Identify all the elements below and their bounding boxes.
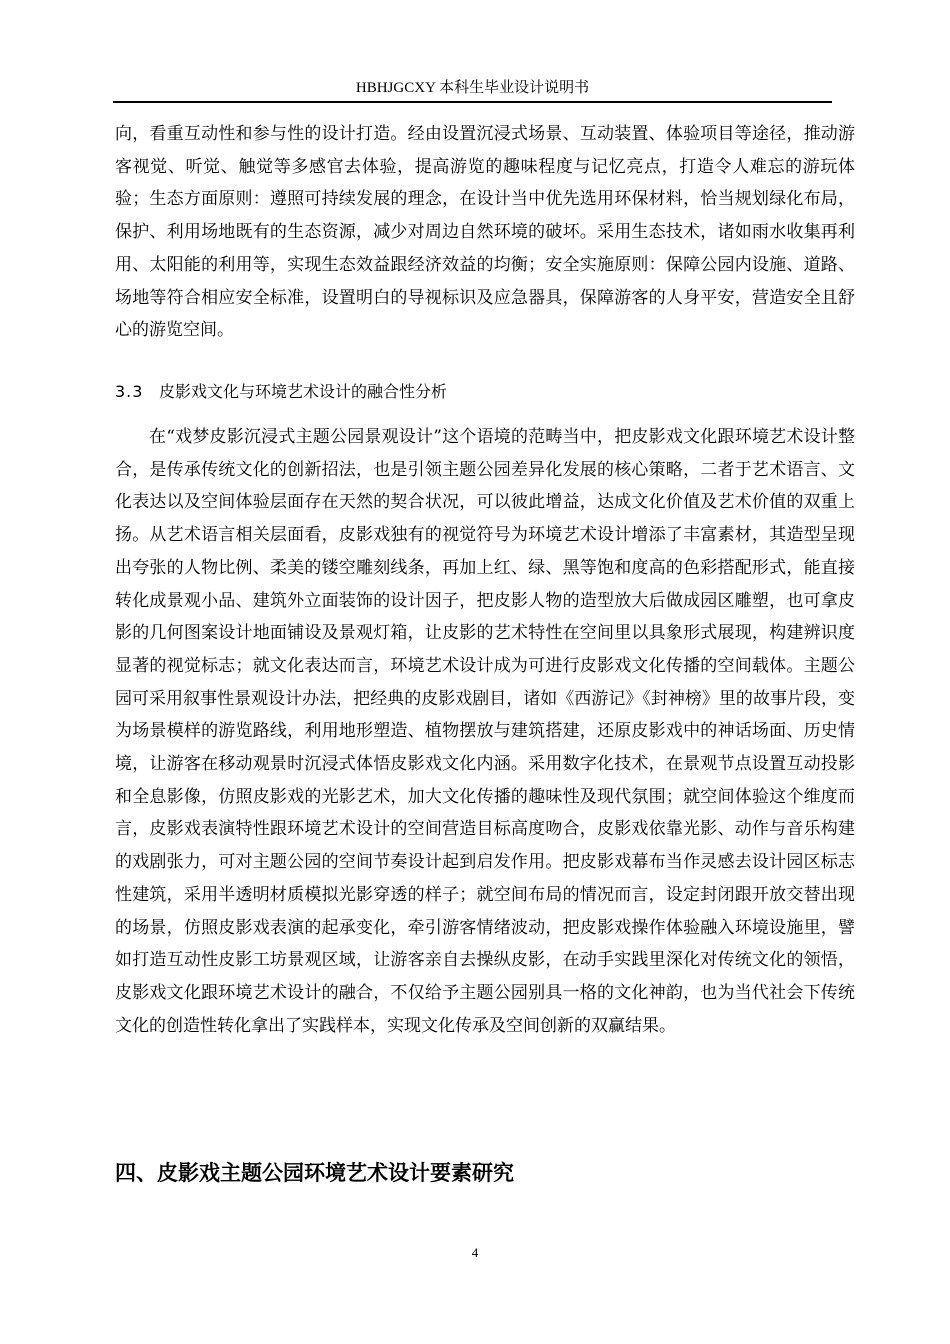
body-paragraph: 在“戏梦皮影沉浸式主题公园景观设计”这个语境的范畴当中，把皮影戏文化跟环境艺术设计整合，是传承传统文化的创新招法，也是引领主题公园差异化发展的核心策略，二者于艺术语言、文化表达以及空间体验层面存在天然的契合状况，可以彼此增益，达成文化价值及艺术价值的双重上扬。从艺术语言相关层面看，皮影戏独有的视觉符号为环境艺术设计增添了丰富素材，其造型呈现出夸张的人物比例、柔美的镂空雕刻线条，再加上红、绿、黑等饱和度高的色彩搭配形式，能直接转化成景观小品、建筑外立面装饰的设计因子，把皮影人物的造型放大后做成园区雕塑，也可拿皮影的几何图案设计地面铺设及景观灯箱，让皮影的艺术特性在空间里以具象形式展现，构建辨识度显著的视觉标志；就文化表达而言，环境艺术设计成为可进行皮影戏文化传播的空间载体。主题公园可采用叙事性景观设计办法，把经典的皮影戏剧目，诸如《西游记》《封神榜》里的故事片段，变为场景模样的游览路线，利用地形塑造、植物摆放与建筑搭建，还原皮影戏中的神话场面、历史情境，让游客在移动观景时沉浸式体悟皮影戏文化内涵。采用数字化技术，在景观节点设置互动投影和全息影像，仿照皮影戏的光影艺术，加大文化传播的趣味性及现代氛围；就空间体验这个维度而言，皮影戏表演特性跟环境艺术设计的空间营造目标高度吻合，皮影戏依靠光影、动作与音乐构建的戏剧张力，可对主题公园的空间节奏设计起到启发作用。把皮影戏幕布当作灵感去设计园区标志性建筑，采用半透明材质模拟光影穿透的样子；就空间布局的情况而言，设定封闭跟开放交替出现的场景，仿照皮影戏表演的起承变化，牵引游客情绪波动，把皮影戏操作体验融入环境设施里，譬如打造互动性皮影工坊景观区域，让游客亲自去操纵皮影，在动手实践里深化对传统文化的领悟，皮影戏文化跟环境艺术设计的融合，不仅给予主题公园别具一格的文化神韵，也为当代社会下传统文化的创造性转化拿出了实践样本，实现文化传承及空间创新的双赢结果。 bbox=[115, 427, 855, 1036]
page-header bbox=[113, 76, 832, 100]
section-number: 3.3 bbox=[115, 382, 144, 401]
chapter-heading: 四、皮影戏主题公园环境艺术设计要素研究 bbox=[115, 1161, 514, 1185]
body-paragraph: 向，看重互动性和参与性的设计打造。经由设置沉浸式场景、互动装置、体验项目等途径，推动游客视觉、听觉、触觉等多感官去体验，提高游览的趣味程度与记忆亮点，打造令人难忘的游玩体验；生态方面原则：遵照可持续发展的理念，在设计当中优先选用环保材料，恰当规划绿化布局，保护、利用场地既有的生态资源，减少对周边自然环境的破坏。采用生态技术，诸如雨水收集再利用、太阳能的利用等，实现生态效益跟经济效益的均衡；安全实施原则：保障公园内设施、道路、场地等符合相应安全标准，设置明白的导视标识及应急器具，保障游客的人身平安，营造安全且舒心的游览空间。 bbox=[115, 124, 855, 341]
page-number: 4 bbox=[471, 1245, 479, 1260]
header-divider bbox=[113, 101, 832, 103]
header-title: HBHJGCXY 本科生毕业设计说明书 bbox=[355, 80, 590, 96]
section-heading bbox=[115, 379, 447, 405]
section-title: 皮影戏文化与环境艺术设计的融合性分析 bbox=[159, 382, 448, 401]
